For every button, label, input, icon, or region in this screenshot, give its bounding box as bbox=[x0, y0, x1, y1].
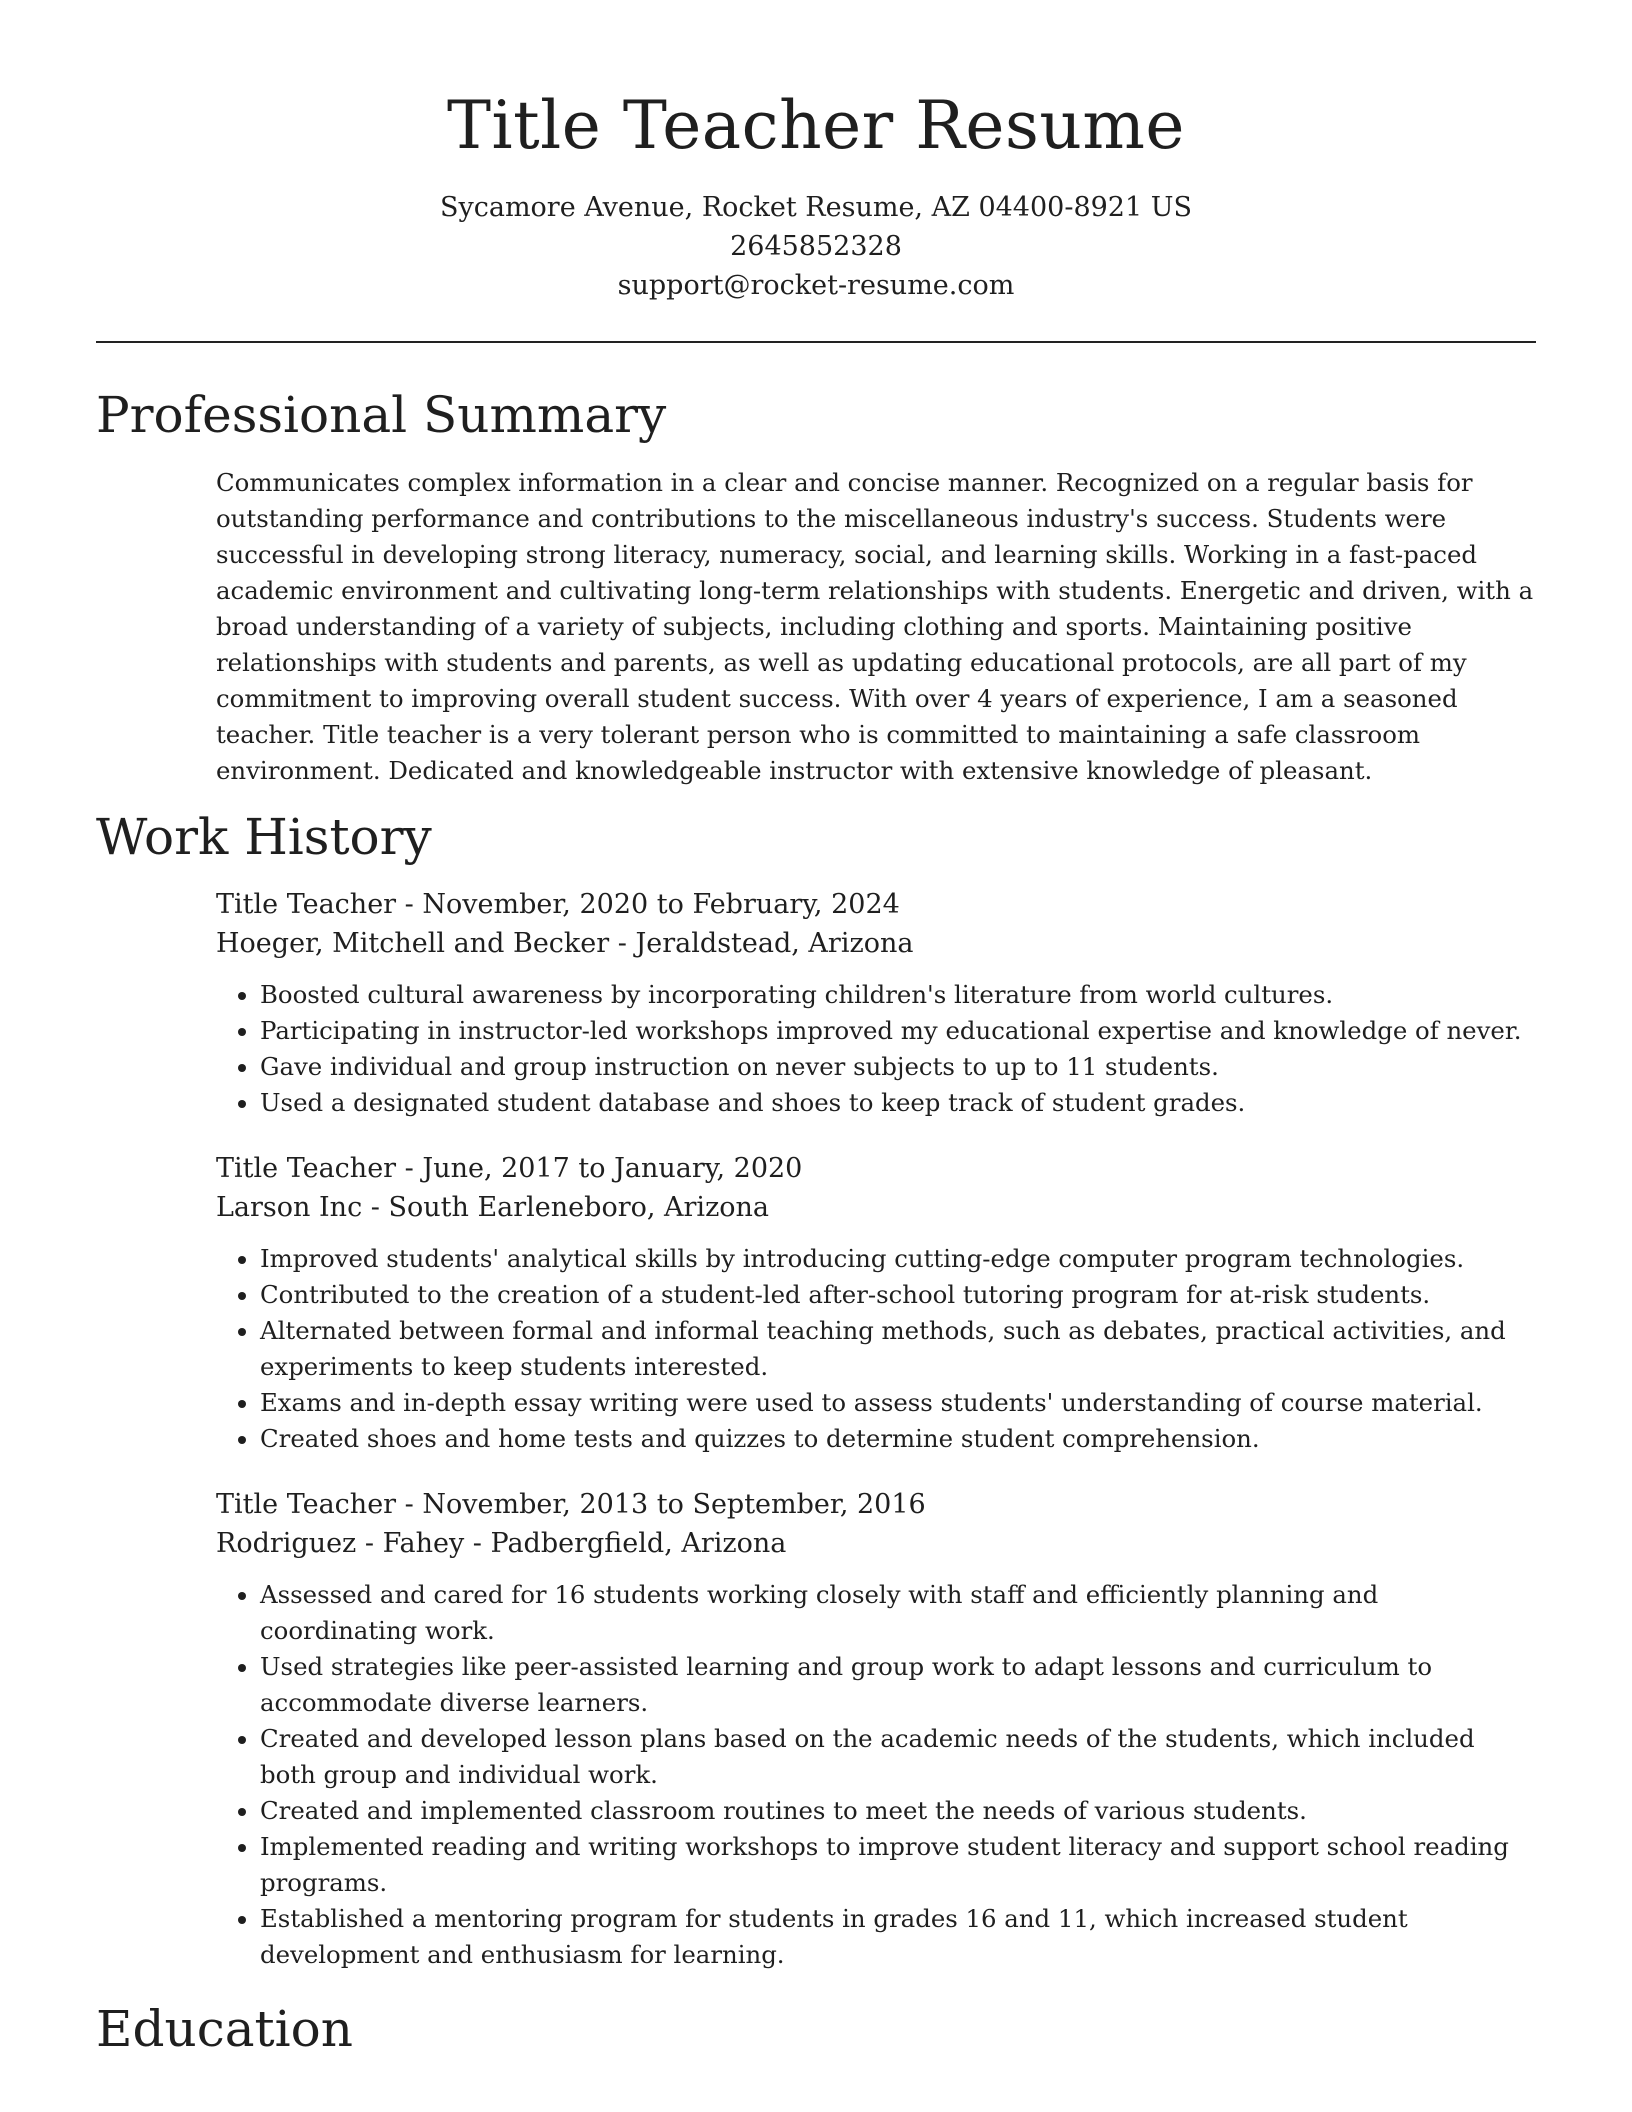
job-company: Larson Inc bbox=[216, 1192, 363, 1223]
resume-page bbox=[96, 0, 1536, 2059]
resume-header bbox=[96, 0, 1536, 305]
job-entry bbox=[216, 1485, 1536, 1973]
job-company: Hoeger, Mitchell and Becker bbox=[216, 928, 610, 959]
job-company-line: Hoeger, Mitchell and Becker - Jeraldstead, Arizona bbox=[216, 928, 914, 959]
job-role: Title Teacher bbox=[216, 889, 397, 920]
job-dates: November, 2013 to September, 2016 bbox=[422, 1489, 926, 1520]
job-location: Padbergfield, Arizona bbox=[490, 1528, 787, 1559]
summary-text: Communicates complex information in a clear and concise manner. Recognized on a regular basis for outstanding performance and contributions to the miscellaneous industry's success. Students were successful in developing strong literacy, numeracy, social, and learning skills. Working in a fast-paced academic environment and cultivating long-term relationships with students. Energetic and driven, with a broad understanding of a variety of subjects, including clothing and sports. Maintaining positive relationships with students and parents, as well as updating educational protocols, are all part of my commitment to improving overall student success. With over 4 years of experience, I am a seasoned teacher. Title teacher is a very tolerant person who is committed to maintaining a safe classroom environment. Dedicated and knowledgeable instructor with extensive knowledge of pleasant. bbox=[216, 468, 1534, 785]
phone: 2645852328 bbox=[730, 231, 902, 262]
work-history-heading: Work History bbox=[96, 808, 432, 866]
job-dates: November, 2020 to February, 2024 bbox=[422, 889, 900, 920]
job-bullet: • Alternated between formal and informal teaching methods, such as debates, practical activities, and experiments to keep students interested. bbox=[260, 1313, 1536, 1385]
job-bullet: • Boosted cultural awareness by incorporating children's literature from world cultures. bbox=[260, 977, 1536, 1013]
job-bullet: • Assessed and cared for 16 students working closely with staff and efficiently planning and coordinating work. bbox=[260, 1577, 1536, 1649]
job-role-line: Title Teacher - November, 2013 to September, 2016 bbox=[216, 1489, 926, 1520]
work-history-list bbox=[216, 885, 1536, 1973]
job-role-line: Title Teacher - June, 2017 to January, 2020 bbox=[216, 1153, 803, 1184]
job-company: Rodriguez - Fahey bbox=[216, 1528, 465, 1559]
job-bullet: • Improved students' analytical skills by introducing cutting-edge computer program technologies. bbox=[260, 1241, 1536, 1277]
job-bullet: • Used strategies like peer-assisted learning and group work to adapt lessons and curriculum to accommodate diverse learners. bbox=[260, 1649, 1536, 1721]
job-bullet: • Exams and in-depth essay writing were used to assess students' understanding of course material. bbox=[260, 1385, 1536, 1421]
job-company-line: Larson Inc - South Earleneboro, Arizona bbox=[216, 1192, 770, 1223]
job-location: Jeraldstead, Arizona bbox=[635, 928, 914, 959]
header-divider bbox=[96, 341, 1536, 343]
job-bullet: • Created and implemented classroom routines to meet the needs of various students. bbox=[260, 1793, 1536, 1829]
job-entry bbox=[216, 885, 1536, 1121]
job-bullet: • Established a mentoring program for students in grades 16 and 11, which increased student development and enthusiasm for learning. bbox=[260, 1901, 1536, 1973]
job-bullet: • Contributed to the creation of a student-led after-school tutoring program for at-risk students. bbox=[260, 1277, 1536, 1313]
contact-info bbox=[96, 188, 1536, 305]
address: Sycamore Avenue, Rocket Resume, AZ 04400-8921 US bbox=[439, 192, 1193, 223]
job-bullets bbox=[216, 1241, 1536, 1457]
job-bullet: • Created and developed lesson plans based on the academic needs of the students, which included both group and individual work. bbox=[260, 1721, 1536, 1793]
job-bullet: • Implemented reading and writing workshops to improve student literacy and support school reading programs. bbox=[260, 1829, 1536, 1901]
summary-heading: Professional Summary bbox=[96, 386, 667, 444]
job-bullet: • Gave individual and group instruction on never subjects to up to 11 students. bbox=[260, 1049, 1536, 1085]
job-bullets bbox=[216, 977, 1536, 1121]
job-bullet: • Created shoes and home tests and quizzes to determine student comprehension. bbox=[260, 1421, 1536, 1457]
email: support@rocket-resume.com bbox=[617, 270, 1015, 301]
job-bullet: • Used a designated student database and shoes to keep track of student grades. bbox=[260, 1085, 1536, 1121]
job-entry bbox=[216, 1149, 1536, 1457]
job-bullet: • Participating in instructor-led workshops improved my educational expertise and knowledge of never. bbox=[260, 1013, 1536, 1049]
job-bullets bbox=[216, 1577, 1536, 1973]
job-location: South Earleneboro, Arizona bbox=[388, 1192, 770, 1223]
job-role: Title Teacher bbox=[216, 1489, 397, 1520]
education-heading: Education bbox=[96, 2000, 353, 2058]
job-role-line: Title Teacher - November, 2020 to February, 2024 bbox=[216, 889, 900, 920]
job-company-line: Rodriguez - Fahey - Padbergfield, Arizona bbox=[216, 1528, 787, 1559]
resume-title: Title Teacher Resume bbox=[447, 87, 1185, 164]
job-dates: June, 2017 to January, 2020 bbox=[422, 1153, 803, 1184]
job-role: Title Teacher bbox=[216, 1153, 397, 1184]
